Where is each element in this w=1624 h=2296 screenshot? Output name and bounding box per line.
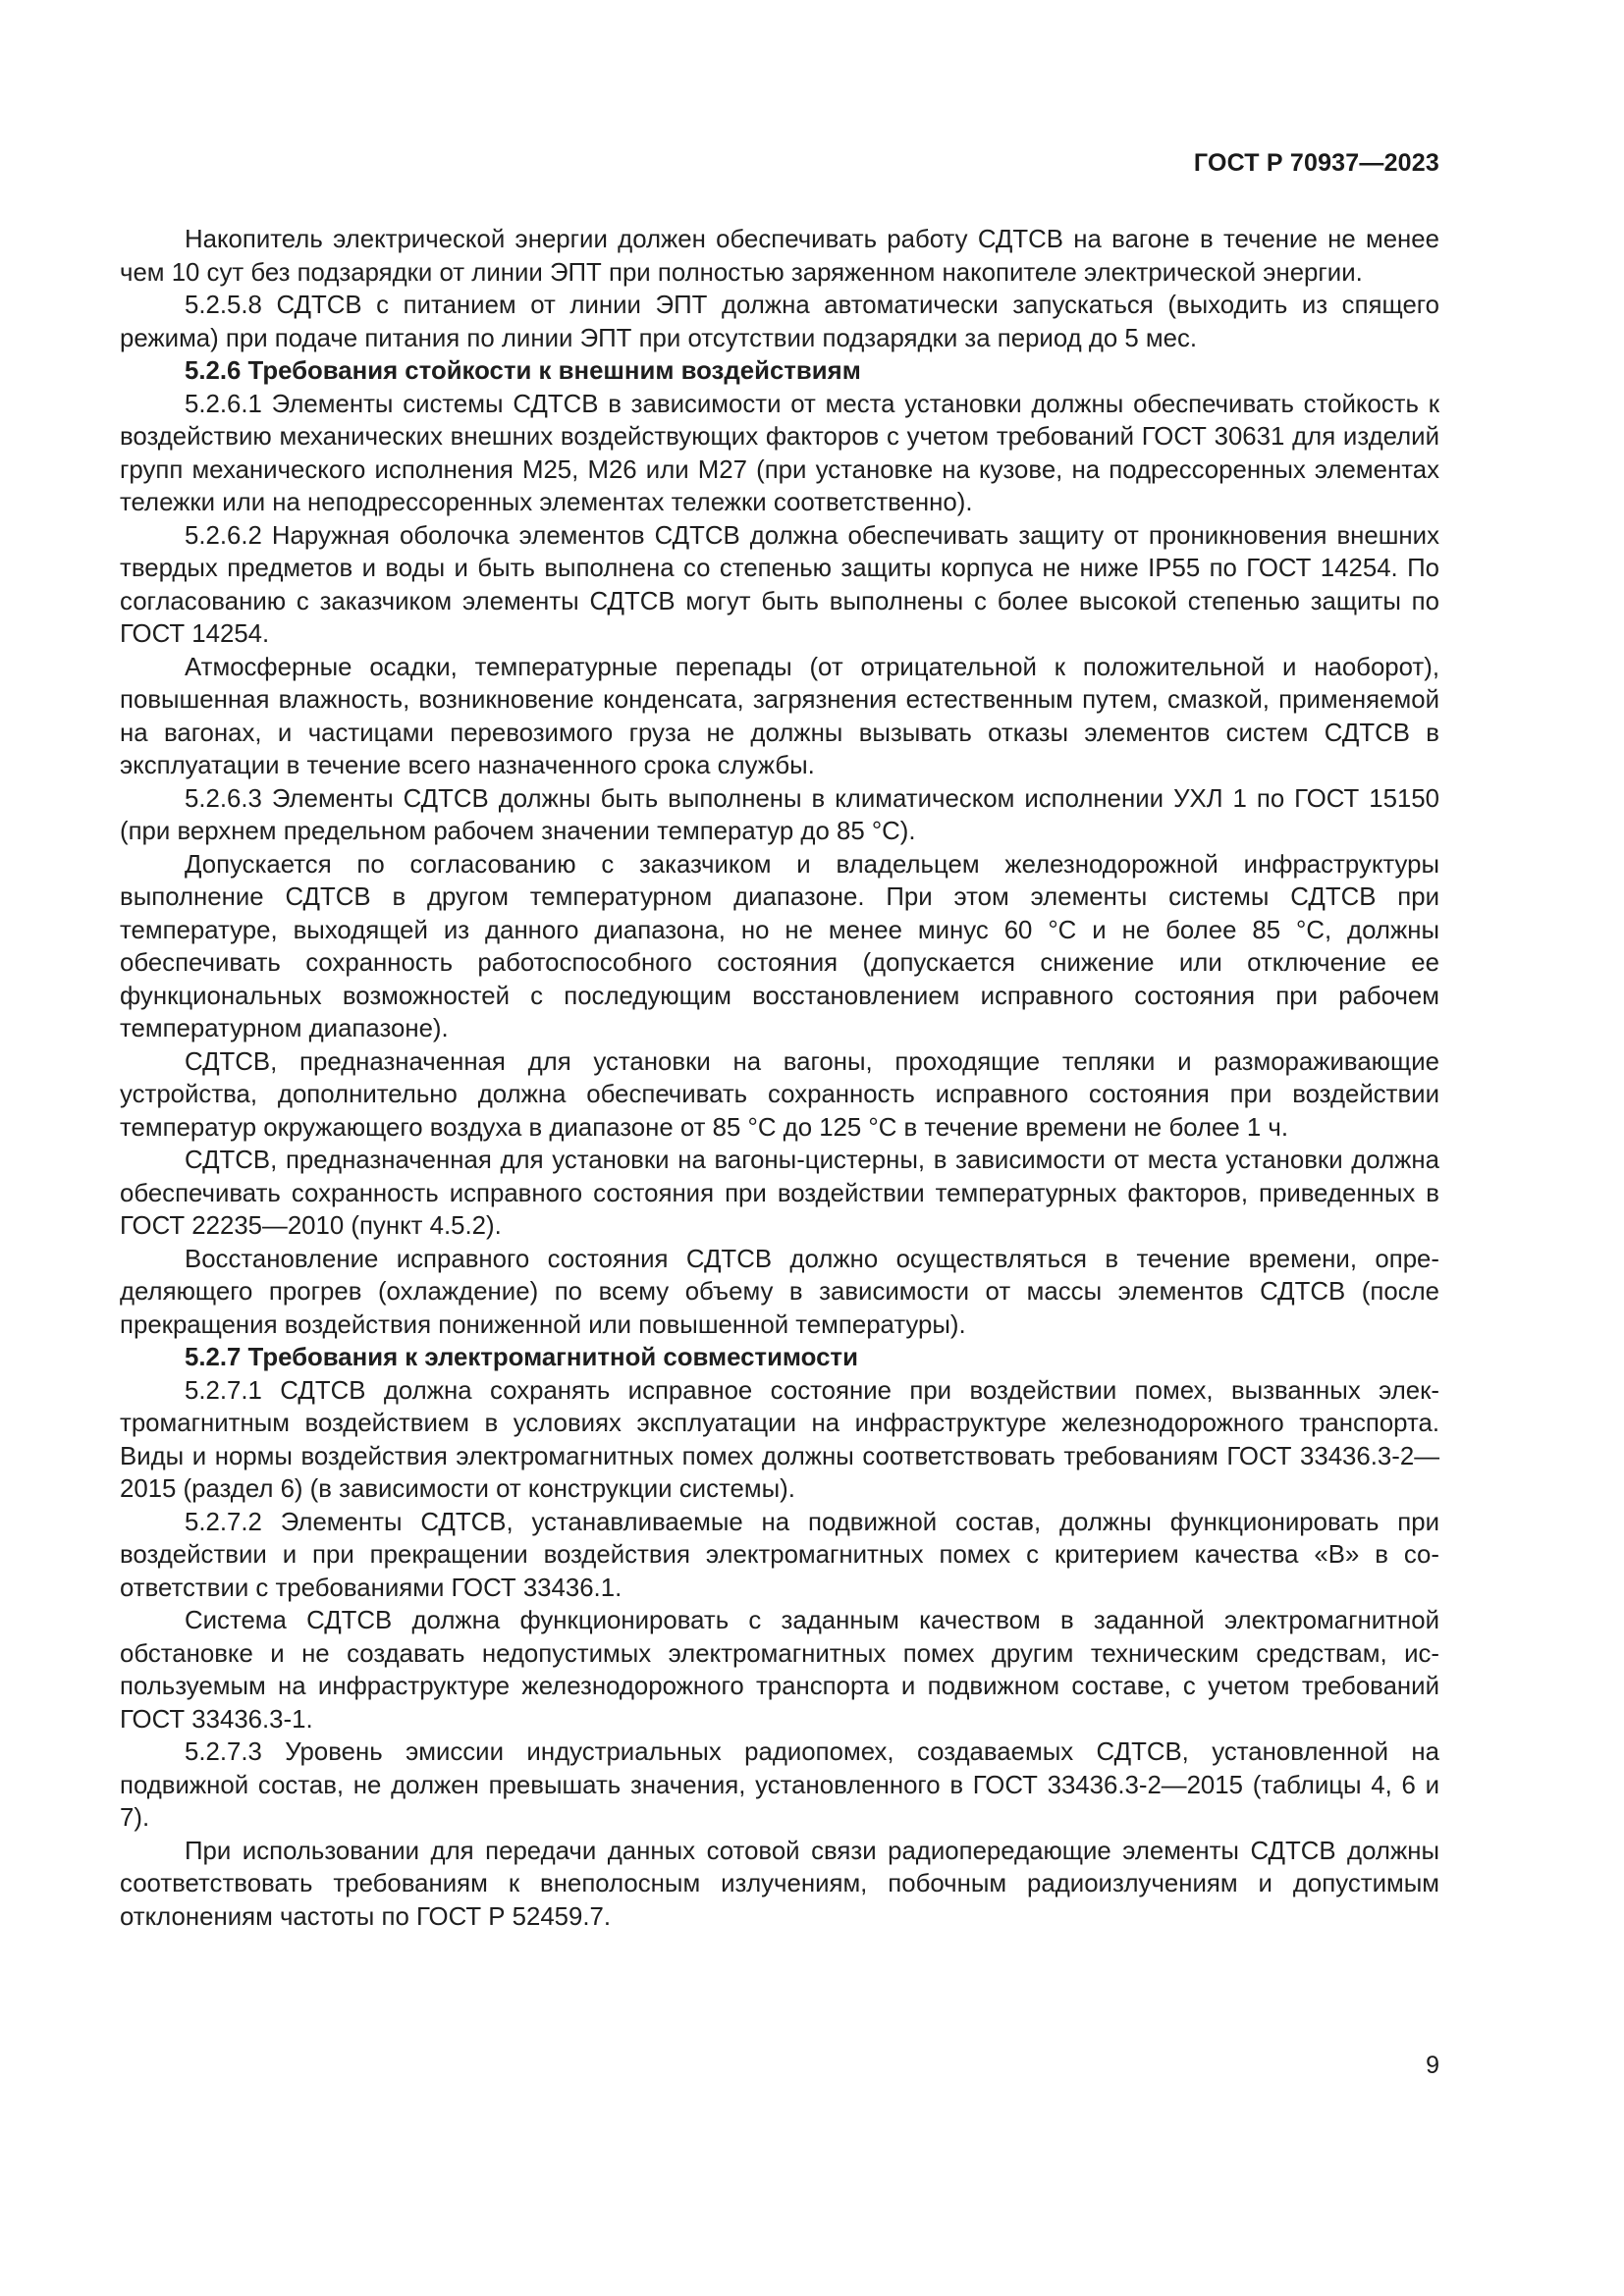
- paragraph-5-2-7-1: 5.2.7.1 СДТСВ должна сохранять исправное состояние при воздействии помех, вызванных электромагнитным воздействием в условиях эксплуатации на инфраструктуре железнодорожного транспорта. Виды и нормы воздействия электромагнитных помех должны соответствовать требованиям ГОСТ 33436.3-2—2015 (раздел 6) (в зависимости от конструкции системы).: [120, 1376, 1439, 1503]
- paragraph-5-2-5-8: 5.2.5.8 СДТСВ с питанием от линии ЭПТ должна автоматически запускаться (выходить из спящего режима) при подаче питания по линии ЭПТ при отсутствии подзарядки за период до 5 мес.: [120, 292, 1439, 352]
- page-number: 9: [1426, 2052, 1439, 2079]
- paragraph-thawing-devices: СДТСВ, предназначенная для установки на вагоны, проходящие тепляки и размораживающие устройства, дополнительно должна обеспечивать сохранность исправного состояния при воздействии температур окружающего воздуха в диапазоне от 85 °С до 125 °С в течение времени не более 1 ч.: [120, 1047, 1439, 1142]
- document-code-header: ГОСТ Р 70937—2023: [1193, 149, 1439, 177]
- paragraph-storage-autonomy: Накопитель электрической энергии должен обеспечивать работу СДТСВ на вагоне в течение не менее чем 10 сут без подзарядки от линии ЭПТ при полностью заряженном накопителе электрической энергии.: [120, 226, 1439, 287]
- paragraph-atmospheric-factors: Атмосферные осадки, температурные перепады (от отрицательной к положительной и наоборот), повышенная влажность, возникновение конденсата, загрязнения естественным путем, смазкой, применяемой на вагонах, и частицами перевозимого груза не должны вызывать отказы элементов систем СДТСВ в эксплуатации в течение всего назначенного срока службы.: [120, 653, 1439, 779]
- document-body: [120, 224, 1439, 1934]
- paragraph-5-2-6-3: 5.2.6.3 Элементы СДТСВ должны быть выполнены в климатическом исполнении УХЛ 1 по ГОСТ 15150 (при верхнем предельном рабочем значении температур до 85 °С).: [120, 784, 1439, 845]
- paragraph-5-2-6-1: 5.2.6.1 Элементы системы СДТСВ в зависимости от места установки должны обеспечивать стойкость к воздействию механических внешних воздействующих факторов с учетом требований ГОСТ 30631 для изделий групп механического исполнения М25, М26 или М27 (при установке на кузове, на подрессоренных элементах тележки или на неподрессоренных элементах тележки соответственно).: [120, 390, 1439, 516]
- paragraph-emc-system: Система СДТСВ должна функционировать с заданным качеством в заданной электромагнитной обстановке и не создавать недопустимых электромагнитных помех другим техническим средствам, используемым на инфраструктуре железнодорожного транспорта и подвижном составе, с учетом требований ГОСТ 33436.3-1.: [120, 1607, 1439, 1734]
- section-heading-5-2-7: 5.2.7 Требования к электромагнитной совместимости: [185, 1344, 858, 1371]
- section-heading-5-2-6: 5.2.6 Требования стойкости к внешним воздействиям: [185, 357, 861, 385]
- paragraph-recovery: Восстановление исправного состояния СДТСВ должно осуществляться в течение времени, определяющего прогрев (охлаждение) по всему объему в зависимости от массы элементов СДТСВ (после прекращения воздействия пониженной или повышенной температуры).: [120, 1245, 1439, 1339]
- paragraph-5-2-7-2: 5.2.7.2 Элементы СДТСВ, устанавливаемые на подвижной состав, должны функционировать при воздействии и при прекращении воздействия электромагнитных помех с критерием качества «В» в соответствии с требованиями ГОСТ 33436.1.: [120, 1508, 1439, 1602]
- paragraph-5-2-7-3: 5.2.7.3 Уровень эмиссии индустриальных радиопомех, создаваемых СДТСВ, установленной на подвижной состав, не должен превышать значения, установленного в ГОСТ 33436.3-2—2015 (таблицы 4, 6 и 7).: [120, 1738, 1439, 1832]
- paragraph-temperature-range: Допускается по согласованию с заказчиком и владельцем железнодорожной инфраструктуры выполнение СДТСВ в другом температурном диапазоне. При этом элементы системы СДТСВ при температуре, выходящей из данного диапазона, но не менее минус 60 °С и не более 85 °С, должны обеспечивать сохранность работоспособного состояния (допускается снижение или отключение ее функциональных возможностей с последующим восстановлением исправного состояния при рабочем температурном диапазоне).: [120, 850, 1439, 1042]
- paragraph-tank-cars: СДТСВ, предназначенная для установки на вагоны-цистерны, в зависимости от места установки должна обеспечивать сохранность исправного состояния при воздействии температурных факторов, приведенных в ГОСТ 22235—2010 (пункт 4.5.2).: [120, 1147, 1439, 1240]
- paragraph-5-2-6-2: 5.2.6.2 Наружная оболочка элементов СДТСВ должна обеспечивать защиту от проникновения внешних твердых предметов и воды и быть выполнена со степенью защиты корпуса не ниже IP55 по ГОСТ 14254. По согласованию с заказчиком элементы СДТСВ могут быть выполнены с более высокой степенью защиты по ГОСТ 14254.: [120, 521, 1439, 648]
- paragraph-cellular: При использовании для передачи данных сотовой связи радиопередающие элементы СДТСВ должны соответствовать требованиям к внеполосным излучениям, побочным радиоизлучениям и допустимым отклонениям частоты по ГОСТ Р 52459.7.: [120, 1837, 1439, 1931]
